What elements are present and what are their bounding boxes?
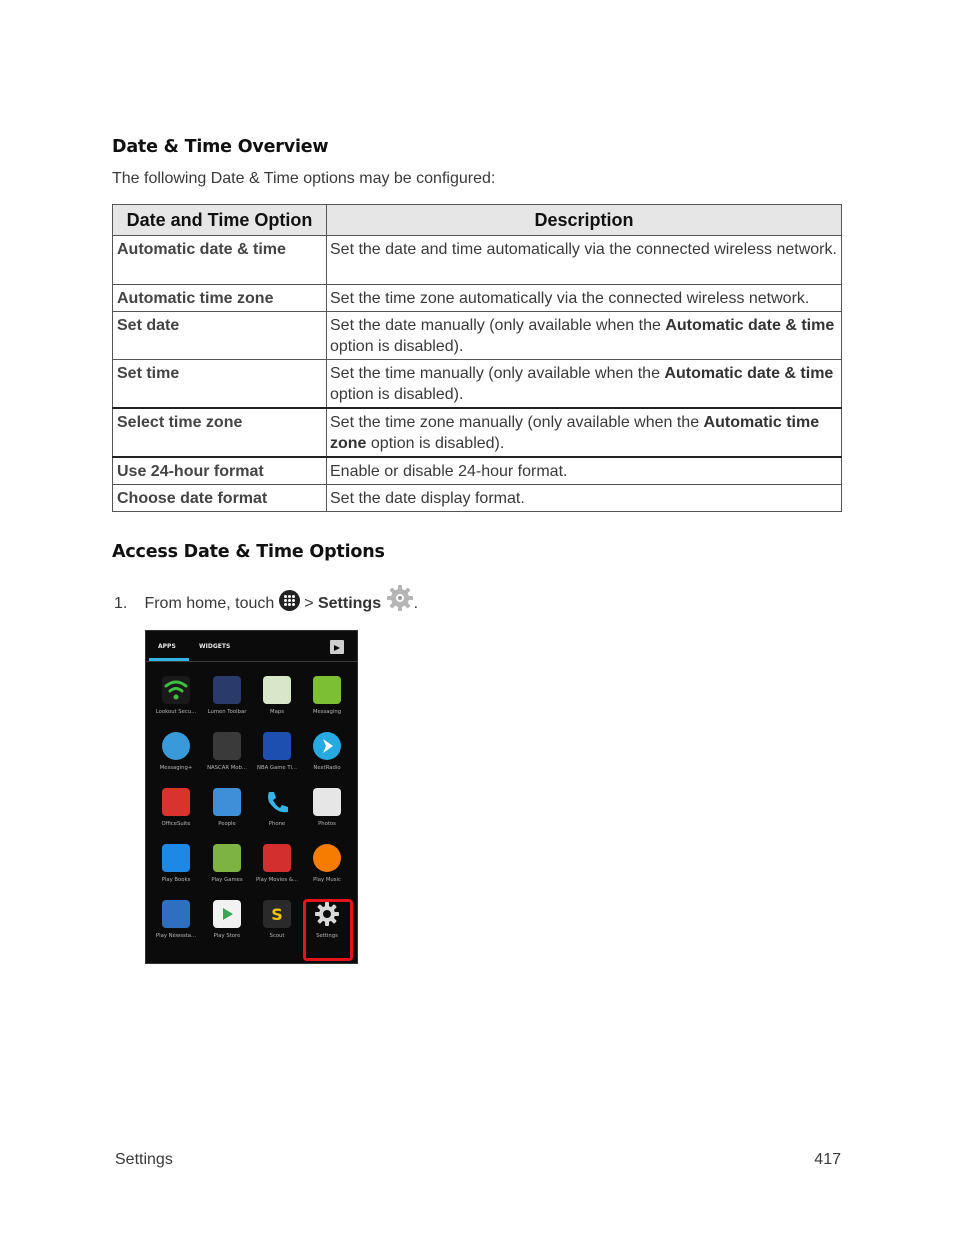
settings-highlight-box [303, 899, 353, 961]
app-label: Phone [268, 821, 286, 827]
app-label: Maps [270, 709, 284, 715]
step-period: . [413, 595, 419, 612]
option-cell: Automatic date & time [113, 236, 327, 285]
option-cell: Choose date format [113, 485, 327, 512]
app-label: Lumen Toolbar [207, 709, 247, 715]
apps-launcher-icon [279, 590, 300, 611]
footer-section-name: Settings [115, 1151, 173, 1168]
table-row [113, 236, 842, 285]
app-label: OfficeSuite [161, 821, 191, 827]
svg-text:S: S [271, 905, 283, 924]
app-photos[interactable] [301, 788, 353, 827]
app-label: Play Music [313, 877, 341, 883]
app-play-store[interactable] [201, 900, 253, 939]
app-phone[interactable] [251, 788, 303, 827]
description-cell: Set the time zone automatically via the connected wireless network. [327, 285, 842, 312]
play-books-icon [162, 844, 190, 872]
description-cell: Set the date manually (only available when the Automatic date & time option is disabled). [327, 312, 842, 360]
table-row [113, 312, 842, 360]
table-header-row [113, 205, 842, 236]
description-cell: Enable or disable 24-hour format. [327, 457, 842, 485]
app-label: Settings [316, 933, 338, 939]
app-drawer-tabs [146, 631, 357, 662]
app-play-music[interactable] [301, 844, 353, 883]
app-nextradio[interactable] [301, 732, 353, 771]
people-icon [213, 788, 241, 816]
table-row [113, 360, 842, 409]
app-messaging[interactable] [301, 676, 353, 715]
play-store-shortcut-icon[interactable] [330, 640, 344, 654]
table-row [113, 285, 842, 312]
messaging-icon [313, 676, 341, 704]
app-lookout[interactable] [150, 676, 202, 715]
app-label: Play Games [211, 877, 243, 883]
app-label: Play Newssta... [155, 933, 197, 939]
app-messaging-plus[interactable] [150, 732, 202, 771]
option-cell: Set time [113, 360, 327, 409]
nba-icon [263, 732, 291, 760]
scout-icon [263, 900, 291, 928]
option-cell: Select time zone [113, 408, 327, 457]
officesuite-icon [162, 788, 190, 816]
messaging-plus-icon [162, 732, 190, 760]
header-option: Date and Time Option [113, 205, 327, 236]
app-play-newsstand[interactable] [150, 900, 202, 939]
table-row [113, 457, 842, 485]
app-label: Messaging+ [159, 765, 193, 771]
header-description: Description [327, 205, 842, 236]
app-play-books[interactable] [150, 844, 202, 883]
section-heading-overview: Date & Time Overview [112, 137, 329, 157]
nextradio-icon [313, 732, 341, 760]
settings-gear-icon [386, 584, 414, 617]
app-label: Play Movies &... [255, 877, 299, 883]
step-text: From home, touch [144, 595, 275, 612]
description-cell: Set the time zone manually (only available when the Automatic time zone option is disabled). [327, 408, 842, 457]
app-label: Lookout Secu... [155, 709, 197, 715]
app-label: Scout [269, 933, 285, 939]
app-label: Photos [318, 821, 336, 827]
play-games-icon [213, 844, 241, 872]
option-cell: Set date [113, 312, 327, 360]
app-lumen-toolbar[interactable] [201, 676, 253, 715]
tab-widgets[interactable]: WIDGETS [199, 643, 231, 650]
app-label: NBA Game Ti... [257, 765, 297, 771]
step-1 [114, 584, 418, 617]
app-label: Messaging [312, 709, 342, 715]
option-cell: Automatic time zone [113, 285, 327, 312]
app-label: Play Books [161, 877, 191, 883]
photos-icon [313, 788, 341, 816]
table-row [113, 485, 842, 512]
section-heading-access: Access Date & Time Options [112, 542, 385, 562]
play-movies-icon [263, 844, 291, 872]
description-cell: Set the date and time automatically via the connected wireless network. [327, 236, 842, 285]
play-music-icon [313, 844, 341, 872]
phone-screenshot [145, 630, 358, 964]
step-separator: > [304, 595, 314, 612]
nascar-icon [213, 732, 241, 760]
app-maps[interactable] [251, 676, 303, 715]
intro-text: The following Date & Time options may be configured: [112, 170, 496, 187]
app-officesuite[interactable] [150, 788, 202, 827]
app-people[interactable] [201, 788, 253, 827]
description-cell: Set the time manually (only available when the Automatic date & time option is disabled). [327, 360, 842, 409]
options-table [112, 204, 842, 512]
tab-apps[interactable]: APPS [158, 643, 176, 650]
app-nba[interactable] [251, 732, 303, 771]
step-settings-label: Settings [317, 595, 382, 612]
app-label: Play Store [213, 933, 241, 939]
page-number: 417 [814, 1151, 841, 1168]
app-label: NASCAR Mob... [207, 765, 247, 771]
play-newsstand-icon [162, 900, 190, 928]
table-row [113, 408, 842, 457]
app-label: People [218, 821, 236, 827]
lookout-icon [162, 676, 190, 704]
lumen-toolbar-icon [213, 676, 241, 704]
app-play-movies[interactable] [251, 844, 303, 883]
phone-icon [263, 788, 291, 816]
app-label: NextRadio [313, 765, 341, 771]
active-tab-indicator [149, 658, 189, 661]
description-cell: Set the date display format. [327, 485, 842, 512]
play-store-icon [213, 900, 241, 928]
step-number: 1. [114, 595, 128, 612]
maps-icon [263, 676, 291, 704]
app-nascar[interactable] [201, 732, 253, 771]
app-scout[interactable] [251, 900, 303, 939]
option-cell: Use 24-hour format [113, 457, 327, 485]
app-play-games[interactable] [201, 844, 253, 883]
